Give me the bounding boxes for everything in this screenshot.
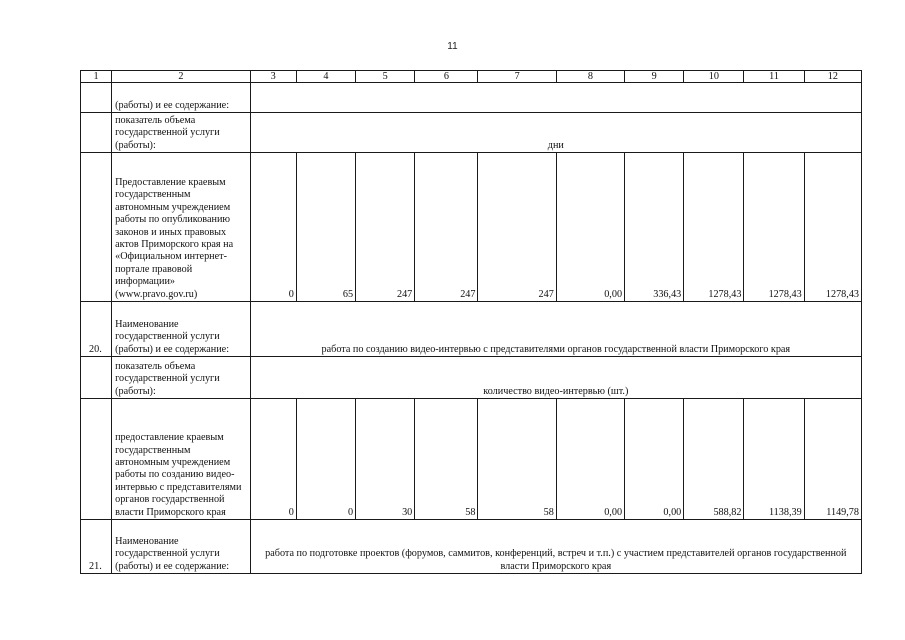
header-cell: 2 xyxy=(112,71,251,83)
header-cell: 3 xyxy=(250,71,296,83)
header-row xyxy=(81,71,862,83)
value-cell: 247 xyxy=(356,153,415,302)
header-cell: 12 xyxy=(804,71,861,83)
page-number: 11 xyxy=(447,41,458,52)
row-unit: дни xyxy=(250,113,861,153)
row-label: Предоставление краевым государственным автономным учреждением работы по опубликованию законов и иных правовых актов Приморского края на «Официальном интернет-портале правовой информации» (www.pravo.gov.ru) xyxy=(112,153,251,302)
value-cell: 336,43 xyxy=(625,153,684,302)
header-cell: 5 xyxy=(356,71,415,83)
value-cell: 588,82 xyxy=(684,399,744,520)
budget-table xyxy=(80,70,862,574)
value-cell: 1138,39 xyxy=(744,399,804,520)
value-cell: 65 xyxy=(296,153,355,302)
value-cell: 1278,43 xyxy=(744,153,804,302)
row-label: показатель объема государственной услуги (работы): xyxy=(112,113,251,153)
table-row xyxy=(81,357,862,399)
row-description: работа по подготовке проектов (форумов, саммитов, конференций, встреч и т.п.) с участием представителей органов государственной власти Приморского края xyxy=(250,520,861,574)
value-cell: 247 xyxy=(478,153,556,302)
header-cell: 7 xyxy=(478,71,556,83)
row-label: показатель объема государственной услуги (работы): xyxy=(112,357,251,399)
value-cell: 0,00 xyxy=(556,153,624,302)
row-description xyxy=(250,83,861,113)
value-cell: 1149,78 xyxy=(804,399,861,520)
row-unit: количество видео-интервью (шт.) xyxy=(250,357,861,399)
table-row xyxy=(81,83,862,113)
table-row xyxy=(81,302,862,357)
row-number: 21. xyxy=(81,520,112,574)
header-cell: 4 xyxy=(296,71,355,83)
value-cell: 58 xyxy=(415,399,478,520)
table-row xyxy=(81,520,862,574)
table-row xyxy=(81,153,862,302)
header-cell: 9 xyxy=(625,71,684,83)
row-number: 20. xyxy=(81,302,112,357)
header-cell: 1 xyxy=(81,71,112,83)
value-cell: 30 xyxy=(356,399,415,520)
value-cell: 0 xyxy=(250,153,296,302)
value-cell: 247 xyxy=(415,153,478,302)
value-cell: 0 xyxy=(296,399,355,520)
value-cell: 0 xyxy=(250,399,296,520)
table-row xyxy=(81,399,862,520)
header-cell: 8 xyxy=(556,71,624,83)
value-cell: 0,00 xyxy=(556,399,624,520)
row-number xyxy=(81,83,112,113)
row-label: Наименование государственной услуги (работы) и ее содержание: xyxy=(112,302,251,357)
value-cell: 58 xyxy=(478,399,556,520)
value-cell: 0,00 xyxy=(625,399,684,520)
header-cell: 10 xyxy=(684,71,744,83)
table-row xyxy=(81,113,862,153)
value-cell: 1278,43 xyxy=(804,153,861,302)
header-cell: 6 xyxy=(415,71,478,83)
row-label: (работы) и ее содержание: xyxy=(112,83,251,113)
row-description: работа по созданию видео-интервью с представителями органов государственной власти Приморского края xyxy=(250,302,861,357)
row-label: предоставление краевым государственным автономным учреждением работы по созданию видео-интервью с представителями органов государственной власти Приморского края xyxy=(112,399,251,520)
header-cell: 11 xyxy=(744,71,804,83)
row-label: Наименование государственной услуги (работы) и ее содержание: xyxy=(112,520,251,574)
value-cell: 1278,43 xyxy=(684,153,744,302)
